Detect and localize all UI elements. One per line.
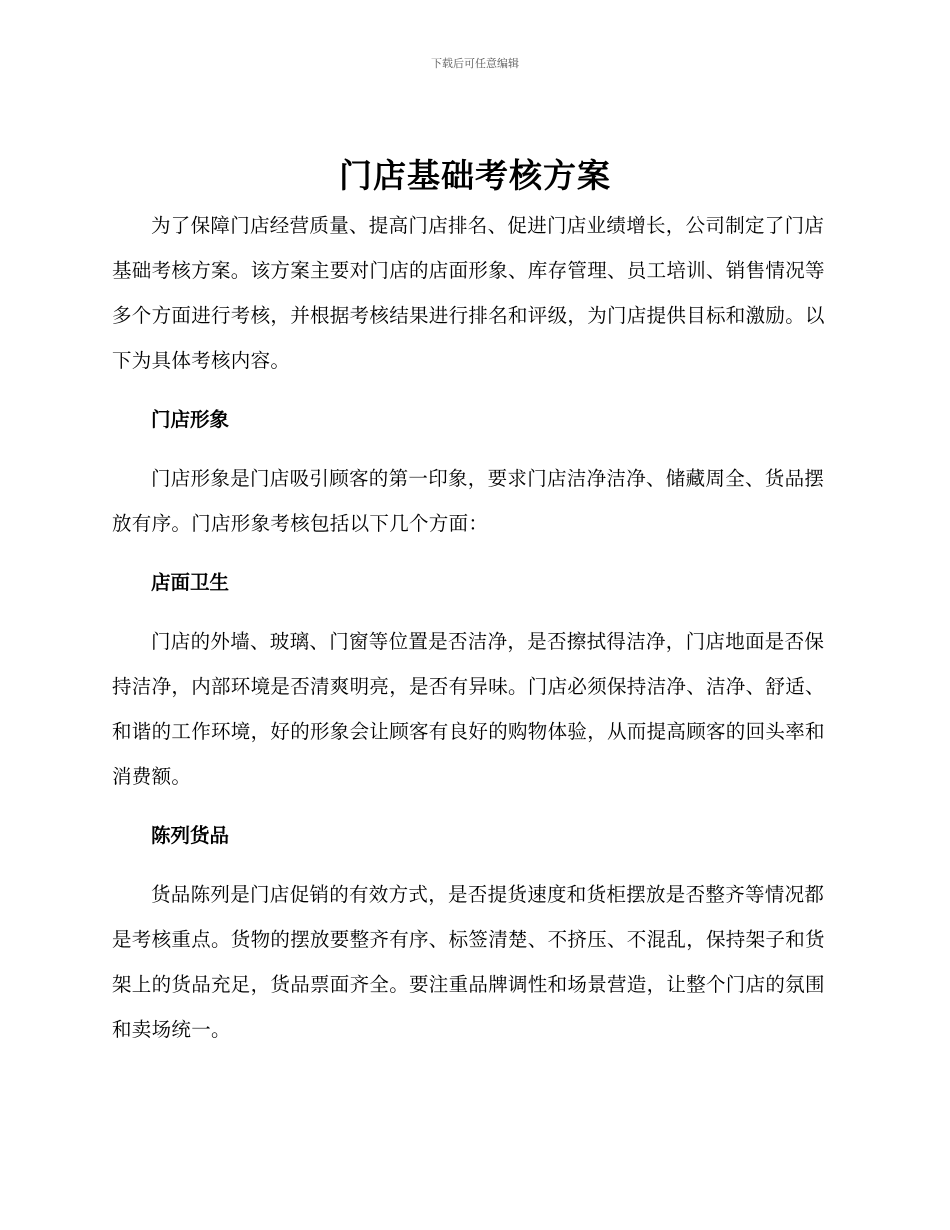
intro-paragraph: 为了保障门店经营质量、提高门店排名、促进门店业绩增长，公司制定了门店基础考核方案。该方案主要对门店的店面形象、库存管理、员工培训、销售情况等多个方面进行考核，并根据考核结果进行排名和评级，为门店提供目标和激励。以下为具体考核内容。 [112,214,825,372]
section-paragraph-merchandise-display: 货品陈列是门店促销的有效方式，是否提货速度和货柜摆放是否整齐等情况都是考核重点。货物的摆放要整齐有序、标签清楚、不挤压、不混乱，保持架子和货架上的货品充足，货品票面齐全。要注重品牌调性和场景营造，让整个门店的氛围和卖场统一。 [112,883,825,1041]
document-title: 门店基础考核方案 [339,156,611,195]
section-heading-store-image: 门店形象 [151,408,230,431]
document-body [112,203,832,1052]
header-note: 下载后可任意编辑 [431,57,519,70]
section-paragraph-store-hygiene: 门店的外墙、玻璃、门窗等位置是否洁净，是否擦拭得洁净，门店地面是否保持洁净，内部环境是否清爽明亮，是否有异味。门店必须保持洁净、洁净、舒适、和谐的工作环境，好的形象会让顾客有良好的购物体验，从而提高顾客的回头率和消费额。 [112,630,825,788]
section-paragraph-store-image: 门店形象是门店吸引顾客的第一印象，要求门店洁净洁净、储藏周全、货品摆放有序。门店形象考核包括以下几个方面： [112,467,825,535]
section-heading-store-hygiene: 店面卫生 [151,571,230,594]
section-heading-merchandise-display: 陈列货品 [151,824,230,847]
